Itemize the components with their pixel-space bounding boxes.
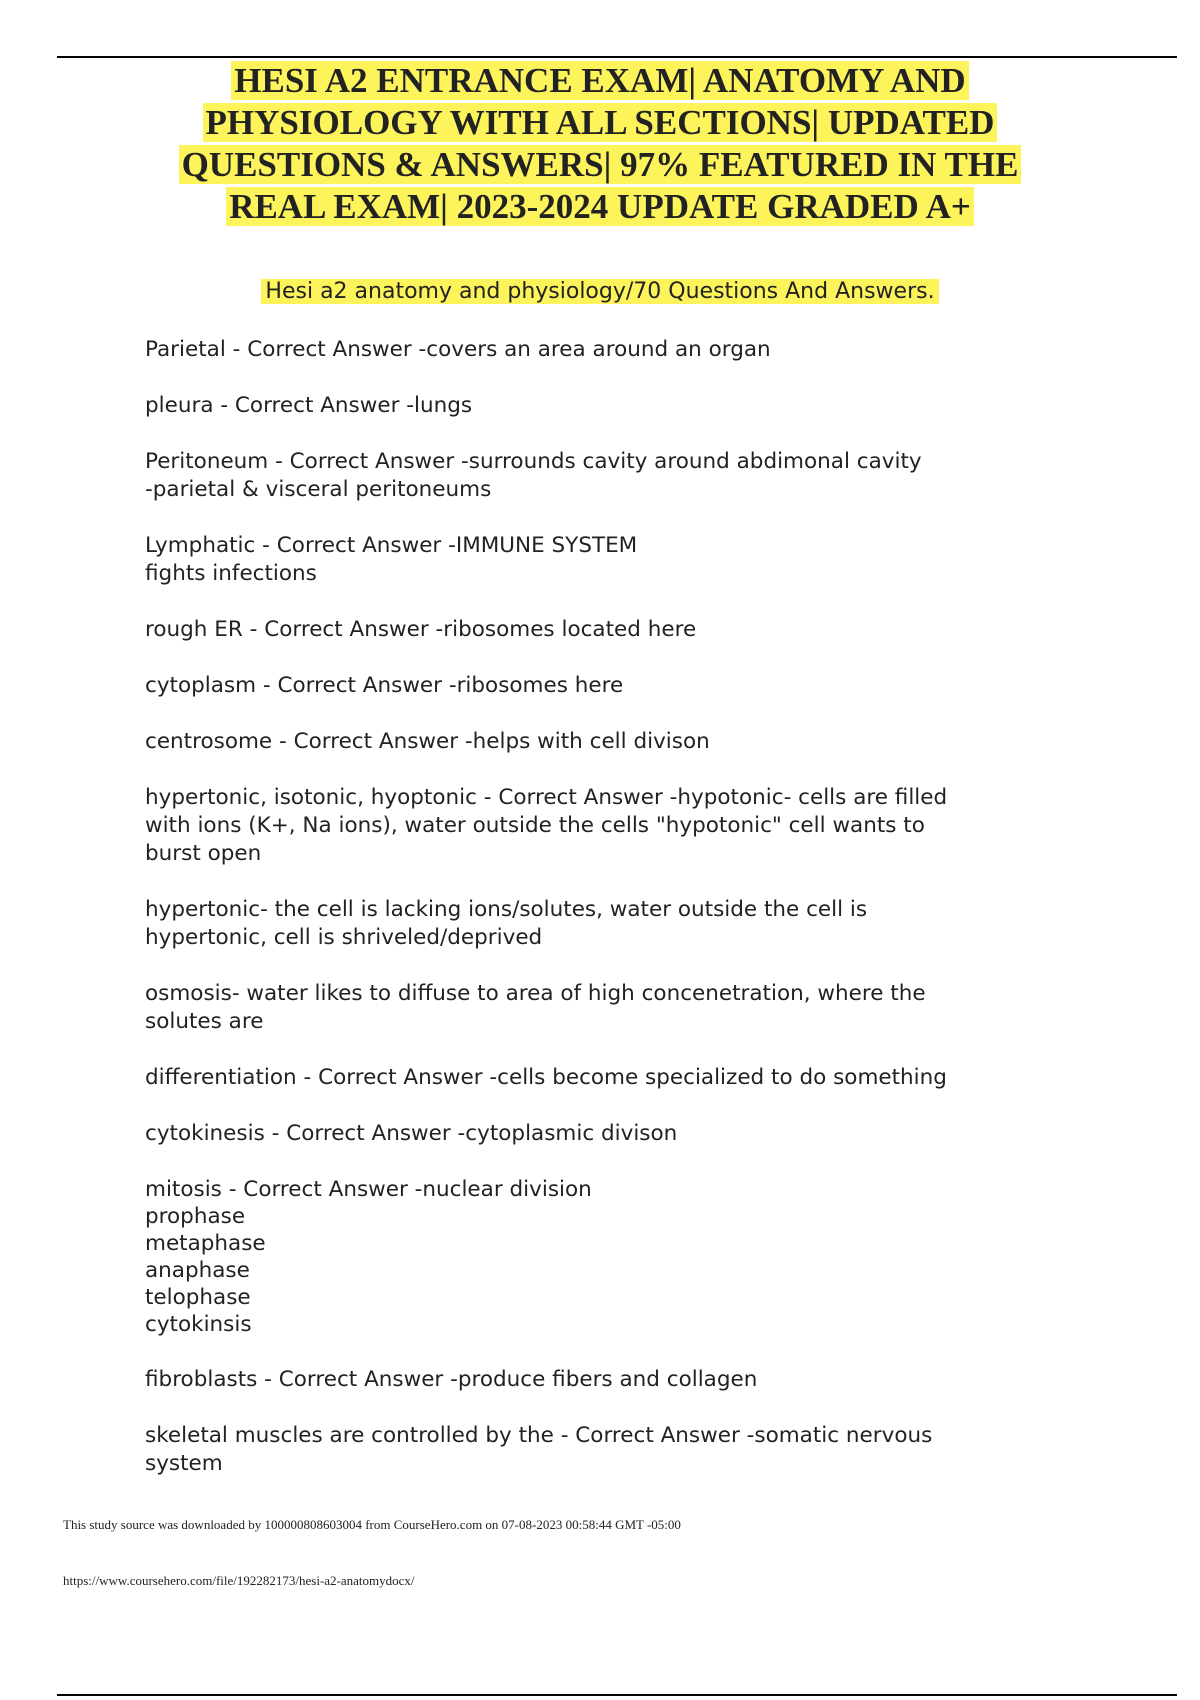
qa-entry: [145, 336, 1065, 364]
entry-line: with ions (K+, Na ions), water outside the cells "hypotonic" cell wants to: [145, 813, 925, 838]
title-line: QUESTIONS & ANSWERS| 97% FEATURED IN THE: [179, 145, 1022, 184]
entry-line: osmosis- water likes to diffuse to area of high concenetration, where the: [145, 981, 926, 1006]
qa-entry: [145, 896, 1065, 952]
entry-line: metaphase: [145, 1231, 266, 1256]
entry-line: cytoplasm - Correct Answer -ribosomes here: [145, 673, 624, 698]
entry-line: burst open: [145, 841, 262, 866]
entry-line: prophase: [145, 1204, 246, 1229]
entry-line: -parietal & visceral peritoneums: [145, 477, 492, 502]
qa-entry: [145, 672, 1065, 700]
entry-line: solutes are: [145, 1009, 264, 1034]
qa-entry: [145, 1366, 1065, 1394]
qa-entry: [145, 616, 1065, 644]
download-source-note: This study source was downloaded by 100000808603004 from CourseHero.com on 07-08-2023 00:58:44 GMT -05:00: [63, 1517, 681, 1532]
bottom-rule: [57, 1694, 1177, 1696]
title-line: HESI A2 ENTRANCE EXAM| ANATOMY AND: [231, 61, 968, 100]
title-line: REAL EXAM| 2023-2024 UPDATE GRADED A+: [226, 187, 974, 226]
qa-entry: [145, 532, 1065, 588]
entry-line: pleura - Correct Answer -lungs: [145, 393, 473, 418]
document-subtitle: Hesi a2 anatomy and physiology/70 Questions And Answers.: [261, 279, 938, 304]
entry-line: mitosis - Correct Answer -nuclear division: [145, 1177, 592, 1202]
subtitle-row: [0, 276, 1200, 308]
entry-line: centrosome - Correct Answer -helps with cell divison: [145, 729, 710, 754]
title-line: PHYSIOLOGY WITH ALL SECTIONS| UPDATED: [203, 103, 998, 142]
qa-entry: [145, 728, 1065, 756]
qa-entry: [145, 1176, 1065, 1338]
entry-line: Peritoneum - Correct Answer -surrounds cavity around abdimonal cavity: [145, 449, 922, 474]
qa-entry: [145, 1120, 1065, 1148]
document-title: [100, 60, 1100, 228]
source-url: https://www.coursehero.com/file/192282173/hesi-a2-anatomydocx/: [63, 1573, 415, 1588]
entry-line: Parietal - Correct Answer -covers an area around an organ: [145, 337, 771, 362]
qa-list: [145, 336, 1065, 1506]
qa-entry: [145, 1064, 1065, 1092]
top-rule: [57, 56, 1177, 58]
entry-line: skeletal muscles are controlled by the - Correct Answer -somatic nervous: [145, 1423, 933, 1448]
entry-line: differentiation - Correct Answer -cells become specialized to do something: [145, 1065, 947, 1090]
entry-line: hypertonic, cell is shriveled/deprived: [145, 925, 543, 950]
entry-line: Lymphatic - Correct Answer -IMMUNE SYSTEM: [145, 533, 638, 558]
qa-entry: [145, 392, 1065, 420]
entry-line: fights infections: [145, 561, 317, 586]
qa-entry: [145, 784, 1065, 868]
qa-entry: [145, 1422, 1065, 1478]
entry-line: anaphase: [145, 1258, 250, 1283]
qa-entry: [145, 980, 1065, 1036]
entry-line: hypertonic- the cell is lacking ions/solutes, water outside the cell is: [145, 897, 868, 922]
qa-entry: [145, 448, 1065, 504]
entry-line: fibroblasts - Correct Answer -produce fibers and collagen: [145, 1367, 758, 1392]
entry-line: system: [145, 1451, 223, 1476]
entry-line: cytokinsis: [145, 1312, 252, 1337]
entry-line: telophase: [145, 1285, 251, 1310]
entry-line: hypertonic, isotonic, hyoptonic - Correct Answer -hypotonic- cells are filled: [145, 785, 948, 810]
entry-line: rough ER - Correct Answer -ribosomes located here: [145, 617, 697, 642]
entry-line: cytokinesis - Correct Answer -cytoplasmic divison: [145, 1121, 678, 1146]
